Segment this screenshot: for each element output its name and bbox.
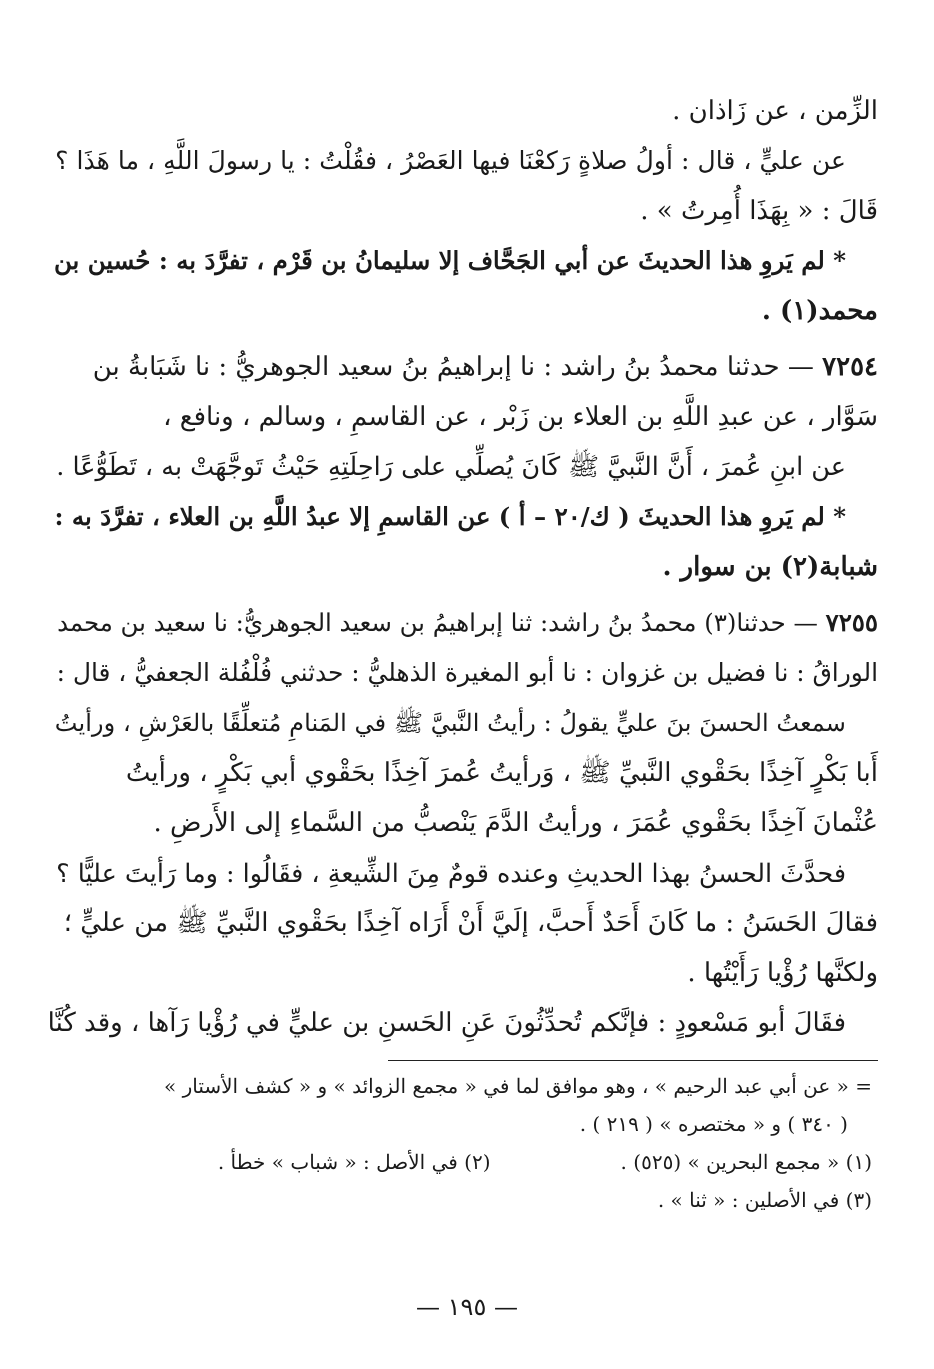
hadith-7255-heading (48, 598, 878, 648)
footnote-pair (48, 1143, 878, 1181)
text-line: ولكنَّها رُؤْيا رَأَيْتُها . (687, 958, 878, 988)
text-line: سَوَّار ، عن عبدِ اللَّهِ بن العلاء بن زَبْر ، عن القاسمِ ، وسالم ، ونافع ، (163, 402, 878, 432)
page-number: — ١٩٥ — (416, 1293, 518, 1321)
footnote-2: (٢) في الأصل : « شباب » خطأ . (217, 1150, 491, 1174)
text-line: عن ابنِ عُمرَ ، أَنَّ النَّبيَّ ﷺ كَانَ يُصلِّي على رَاحِلَتِهِ حَيْثُ تَوجَّهَتْ به ، تَطَوُّعًا . (56, 452, 846, 482)
text-line: قَالَ : « بِهَذَا أُمِرتُ » . (640, 196, 878, 226)
text-line: — حدثنا(٣) محمدُ بنُ راشد: ثنا إبراهيمُ بن سعيد الجوهريُّ: نا سعيد بن محمد (57, 608, 818, 637)
text-line: — حدثنا محمدُ بنُ راشد : نا إبراهيمُ بنُ سعيد الجوهريُّ : نا شَبَابةُ بن (92, 352, 814, 382)
footnote-3: (٣) في الأصلين : « ثنا » . (657, 1188, 872, 1212)
remark-line: شبابة(٢) بن سوار . (662, 552, 878, 582)
footnote-1: (١) « مجمع البحرين » (٥٢٥) . (620, 1150, 872, 1174)
text-line: الزِّمن ، عن زَاذان . (672, 96, 878, 126)
text-line: فحدَّثَ الحسنُ بهذا الحديثِ وعنده قومٌ مِنَ الشِّيعةِ ، فقَالُوا : وما رَأيتَ عليًّا ؟ (56, 858, 846, 888)
text-line: فقالَ الحَسَنُ : ما كَانَ أَحَدٌ أَحبَّ، إلَيَّ أَنْ أَرَاه آخِذًا بحَقْوي النَّبيِّ ﷺ من عليٍّ ؛ (63, 908, 878, 938)
text-line: الوراقُ : نا فضيل بن غزوان : نا أبو المغيرة الذهليُّ : حدثني فُلْفُلة الجعفيُّ ، قال : (56, 658, 878, 687)
hadith-7254-heading (48, 342, 878, 392)
text-line: عن عليٍّ ، قال : أولُ صلاةٍ رَكعْنَا فيها العَصْرُ ، فقُلْتُ : يا رسولَ اللَّهِ ، ما هَذَا ؟ (55, 146, 846, 175)
remark-line: محمد(١) . (761, 296, 878, 326)
text-line: عُثْمانَ آخِذًا بحَقْوي عُمَرَ ، ورأيتُ الدَّمَ يَنْصبُّ من السَّماءِ إلى الأَرضِ . (153, 808, 878, 838)
remark-line: * لم يَروِ هذا الحديثَ ( ك/٢٠ – أ ) عن القاسمِ إلا عبدُ اللَّهِ بن العلاء ، تفرَّدَ به : (54, 502, 846, 531)
text-line: سمعتُ الحسنَ بنَ عليٍّ يقولُ : رأيتُ النَّبيَّ ﷺ في المَنامِ مُتعلِّقًا بالعَرْشِ ، ورأيتُ (54, 709, 846, 737)
remark-line: * لم يَروِ هذا الحديثَ عن أبي الجَحَّاف إلا سليمانُ بن قَرْم ، تفرَّدَ به : حُسين بن (53, 246, 846, 275)
hadith-number: ٧٢٥٥ (825, 608, 878, 637)
footnote-line: = « عن أبي عبد الرحيم » ، وهو موافق لما في « مجمع الزوائد » و « كشف الأستار » (164, 1074, 872, 1098)
text-line: فقَالَ أبو مَسْعودٍ : فإنَّكم تُحدِّثُونَ عَنِ الحَسنِ بن عليٍّ في رُؤْيا رَآها ، وقد كُنَّا (47, 1008, 846, 1038)
text-line: أَبا بَكْرٍ آخِذًا بحَقْوي النَّبيِّ ﷺ ، وَرأيتُ عُمرَ آخِذًا بحَقْوي أبي بَكْرٍ ، ورأيتُ (125, 758, 878, 788)
hadith-number: ٧٢٥٤ (822, 352, 878, 382)
footnote-line: ( ٣٤٠ ) و « مختصره » ( ٢١٩ ) . (579, 1112, 848, 1136)
footnote-divider (388, 1060, 878, 1061)
